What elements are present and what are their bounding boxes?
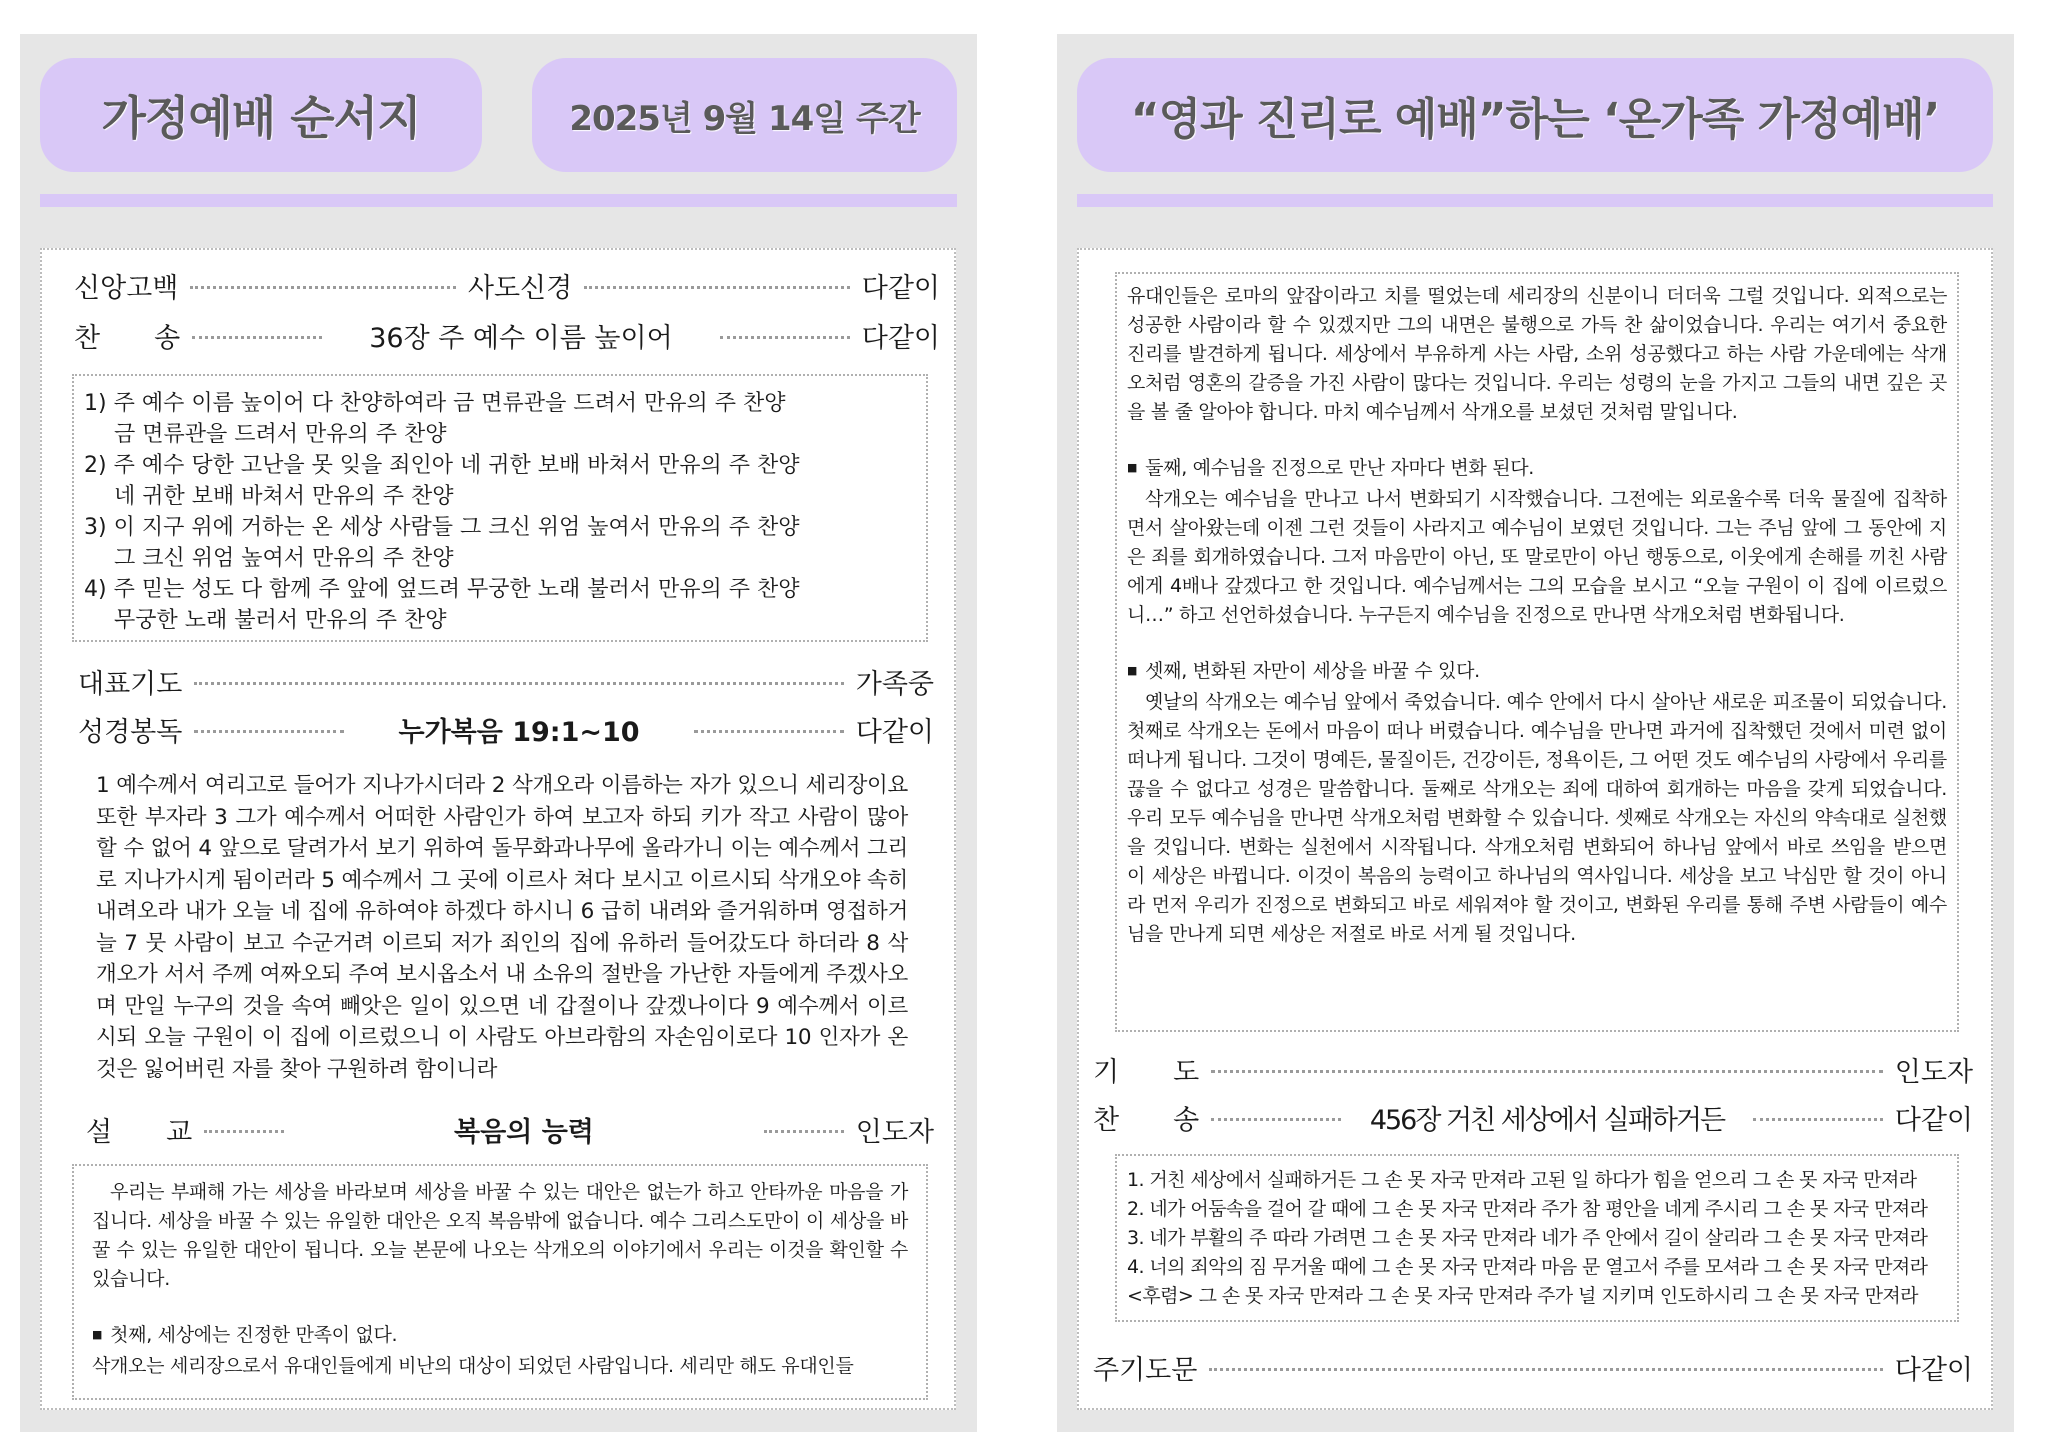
- row-label: 찬 송: [74, 323, 181, 354]
- row-center: 복음의 능력: [454, 1117, 594, 1148]
- lyric-line: 무궁한 노래 불러서 만유의 주 찬양: [114, 608, 447, 633]
- point-heading: ■ 첫째, 세상에는 진정한 만족이 없다.: [92, 1321, 908, 1352]
- lyric-line: 4) 주 믿는 성도 다 함께 주 앞에 엎드려 무궁한 노래 불러서 만유의 주 찬양: [84, 577, 800, 602]
- lyric-line: 그 크신 위엄 높여서 만유의 주 찬양: [114, 546, 454, 571]
- sermon-box: [72, 1164, 928, 1400]
- row-right: 다같이: [855, 717, 934, 748]
- lyric-line: 2) 주 예수 당한 고난을 못 잊을 죄인아 네 귀한 보배 바쳐서 만유의 주 찬양: [84, 453, 800, 478]
- row-right: 가족중: [855, 669, 934, 700]
- point-heading: ■ 셋째, 변화된 자만이 세상을 바꿀 수 있다.: [1127, 657, 1947, 688]
- dotted-leader: [194, 730, 344, 733]
- accent-bar: [1077, 194, 1993, 207]
- dotted-leader: [584, 286, 850, 289]
- row-prayer: [78, 662, 934, 701]
- row-right: 다같이: [861, 273, 940, 304]
- dotted-leader: [694, 730, 844, 733]
- dotted-leader: [192, 336, 322, 339]
- row-label: 찬 송: [1093, 1105, 1200, 1136]
- lyric-line: 1. 거친 세상에서 실패하거든 그 손 못 자국 만져라 고된 일 하다가 힘을 얻으리 그 손 못 자국 만져라: [1127, 1169, 1917, 1191]
- dotted-leader: [764, 1130, 844, 1133]
- point-heading: ■ 둘째, 예수님을 진정으로 만난 자마다 변화 된다.: [1127, 454, 1947, 485]
- point-text: 삭개오는 예수님을 만나고 나서 변화되기 시작했습니다. 그전에는 외로울수록 더욱 물질에 집착하면서 살아왔는데 이젠 그런 것들이 사라지고 예수님이 보였던 것입니다. 그는 주님 앞에 그 동안에 지은 죄를 회개하였습니다. 그저 마음만이 아닌, 또 말로만이 아닌 행동으로, 이웃에게 손해를 끼친 사람에게 4배나 갚겠다고 한 것입니다. 예수님께서는 그의 모습을 보시고 “오늘 구원이 이 집에 이르렀으니…” 하고 선언하셨습니다. 누구든지 예수님을 진정으로 만나면 삭개오처럼 변화됩니다.: [1127, 488, 1947, 626]
- row-hymn: [74, 316, 940, 355]
- lyric-line: <후렴> 그 손 못 자국 만져라 그 손 못 자국 만져라 주가 널 지키며 인도하시리 그 손 못 자국 만져라: [1127, 1285, 1918, 1307]
- sermon-intro: 우리는 부패해 가는 세상을 바라보며 세상을 바꿀 수 있는 대안은 없는가 하고 안타까운 마음을 가집니다. 세상을 바꿀 수 있는 유일한 대안은 오직 복음밖에 없습니다. 예수 그리스도만이 이 세상을 바꿀 수 있는 유일한 대안이 됩니다. 오늘 본문에 나오는 삭개오의 이야기에서 우리는 이것을 확인할 수 있습니다.: [92, 1181, 908, 1290]
- row-label: 신앙고백: [74, 273, 179, 304]
- point-text: 삭개오는 세리장으로서 유대인들에게 비난의 대상이 되었던 사람입니다. 세리만 해도 유대인들: [92, 1355, 854, 1377]
- date-pill: [532, 58, 957, 172]
- order-content: [40, 248, 956, 1410]
- dotted-leader: [720, 336, 850, 339]
- date-label: 2025년 9월 14일 주간: [569, 98, 920, 139]
- row-center: 사도신경: [467, 273, 573, 304]
- row-prayer: [1093, 1050, 1973, 1089]
- row-right: 인도자: [1894, 1057, 1973, 1088]
- left-page: [20, 34, 977, 1432]
- row-right: 다같이: [861, 323, 940, 354]
- dotted-leader: [194, 682, 843, 685]
- point-text: 옛날의 삭개오는 예수님 앞에서 죽었습니다. 예수 안에서 다시 살아난 새로운 피조물이 되었습니다. 첫째로 삭개오는 돈에서 마음이 떠나 버렸습니다. 예수님을 만나면 과거에 집착했던 것에서 미련 없이 떠나게 됩니다. 그것이 명예든, 물질이든, 건강이든, 정욕이든, 그 어떤 것도 예수님의 사랑에서 우리를 끊을 수 없다고 성경은 말씀합니다. 둘째로 삭개오는 죄에 대하여 회개하는 마음을 갖게 되었습니다. 우리 모두 예수님을 만나면 삭개오처럼 변화할 수 있습니다. 셋째로 삭개오는 자신의 약속대로 실천했을 것입니다. 변화는 실천에서 시작됩니다. 삭개오처럼 변화되어 하나님 앞에서 바로 쓰임을 받으면 이 세상은 바뀝니다. 이것이 복음의 능력이고 하나님의 역사입니다. 세상을 보고 낙심만 할 것이 아니라 먼저 우리가 진정으로 변화되고 바로 세워져야 할 것이고, 변화된 우리를 통해 주변 사람들이 예수님을 만나게 되면 세상은 저절로 바로 서게 될 것입니다.: [1127, 691, 1947, 945]
- row-right: 다같이: [1894, 1355, 1973, 1386]
- row-right: 다같이: [1894, 1105, 1973, 1136]
- dotted-leader: [1211, 1070, 1883, 1073]
- row-right: 인도자: [855, 1117, 934, 1148]
- row-center: 누가복음 19:1~10: [398, 717, 640, 748]
- lyric-line: 네 귀한 보배 바쳐서 만유의 주 찬양: [114, 484, 454, 509]
- row-lords-prayer: [1093, 1348, 1973, 1387]
- page-title: “영과 진리로 예배”하는 ‘온가족 가정예배’: [1130, 94, 1940, 145]
- row-hymn: [1093, 1098, 1973, 1137]
- lyric-line: 1) 주 예수 이름 높이어 다 찬양하여라 금 면류관을 드려서 만유의 주 찬양: [84, 391, 786, 416]
- sermon-content: [1077, 248, 1993, 1410]
- dotted-leader: [190, 286, 456, 289]
- lyric-line: 4. 너의 죄악의 짐 무거울 때에 그 손 못 자국 만져라 마음 문 열고서 주를 모셔라 그 손 못 자국 만져라: [1127, 1256, 1928, 1278]
- accent-bar: [40, 194, 957, 207]
- row-label: 설 교: [86, 1117, 193, 1148]
- page-title: 가정예배 순서지: [101, 91, 421, 145]
- dotted-leader: [1209, 1368, 1882, 1371]
- scripture-text: 1 예수께서 여리고로 들어가 지나가시더라 2 삭개오라 이름하는 자가 있으니 세리장이요 또한 부자라 3 그가 예수께서 어떠한 사람인가 하여 보고자 하되 키가 작고 사람이 많아 할 수 없어 4 앞으로 달려가서 보기 위하여 돌무화과나무에 올라가니 이는 예수께서 그리로 지나가시게 됨이러라 5 예수께서 그 곳에 이르사 쳐다 보시고 이르시되 삭개오야 속히 내려오라 내가 오늘 네 집에 유하여야 하겠다 하시니 6 급히 내려와 즐거워하며 영접하거늘 7 뭇 사람이 보고 수군거려 이르되 저가 죄인의 집에 유하러 들어갔도다 하더라 8 삭개오가 서서 주께 여짜오되 주여 보시옵소서 내 소유의 절반을 가난한 자들에게 주겠사오며 만일 누구의 것을 속여 빼앗은 일이 있으면 네 갑절이나 갚겠나이다 9 예수께서 이르시되 오늘 구원이 이 집에 이르렀으니 이 사람도 아브라함의 자손임이로다 10 인자가 온 것은 잃어버린 자를 찾아 구원하려 함이니라: [96, 773, 908, 1082]
- row-label: 주기도문: [1093, 1355, 1198, 1386]
- hymn-lyrics-box: [72, 374, 928, 642]
- dotted-leader: [204, 1130, 284, 1133]
- dotted-leader: [1753, 1118, 1883, 1121]
- title-pill: [40, 58, 482, 172]
- row-sermon: [86, 1110, 934, 1149]
- right-page: [1057, 34, 2014, 1432]
- lyric-line: 3) 이 지구 위에 거하는 온 세상 사람들 그 크신 위엄 높여서 만유의 주 찬양: [84, 515, 800, 540]
- title-pill: [1077, 58, 1993, 172]
- row-reading: [78, 710, 934, 749]
- row-label: 대표기도: [78, 669, 183, 700]
- lyric-line: 2. 네가 어둠속을 걸어 갈 때에 그 손 못 자국 만져라 주가 참 평안을 네게 주시리 그 손 못 자국 만져라: [1127, 1198, 1928, 1220]
- lyric-line: 금 면류관을 드려서 만유의 주 찬양: [114, 422, 447, 447]
- row-label: 성경봉독: [78, 717, 183, 748]
- row-confession: [74, 266, 940, 305]
- lyric-line: 3. 네가 부활의 주 따라 가려면 그 손 못 자국 만져라 네가 주 안에서 길이 살리라 그 손 못 자국 만져라: [1127, 1227, 1928, 1249]
- sermon-paragraph: 유대인들은 로마의 앞잡이라고 치를 떨었는데 세리장의 신분이니 더더욱 그럴 것입니다. 외적으로는 성공한 사람이라 할 수 있겠지만 그의 내면은 불행으로 가득 찬 삶이었습니다. 우리는 여기서 중요한 진리를 발견하게 됩니다. 세상에서 부유하게 사는 사람, 소위 성공했다고 하는 사람 가운데에는 삭개오처럼 영혼의 갈증을 가진 사람이 많다는 것입니다. 우리는 성령의 눈을 가지고 그들의 내면 깊은 곳을 볼 줄 알아야 합니다. 마치 예수님께서 삭개오를 보셨던 것처럼 말입니다.: [1127, 285, 1947, 423]
- hymn-lyrics-box: [1115, 1154, 1959, 1322]
- row-label: 기 도: [1093, 1057, 1200, 1088]
- sermon-continued-box: [1115, 272, 1959, 1032]
- row-center: 36장 주 예수 이름 높이어: [369, 323, 673, 354]
- dotted-leader: [1211, 1118, 1341, 1121]
- row-center: 456장 거친 세상에서 실패하거든: [1369, 1105, 1725, 1136]
